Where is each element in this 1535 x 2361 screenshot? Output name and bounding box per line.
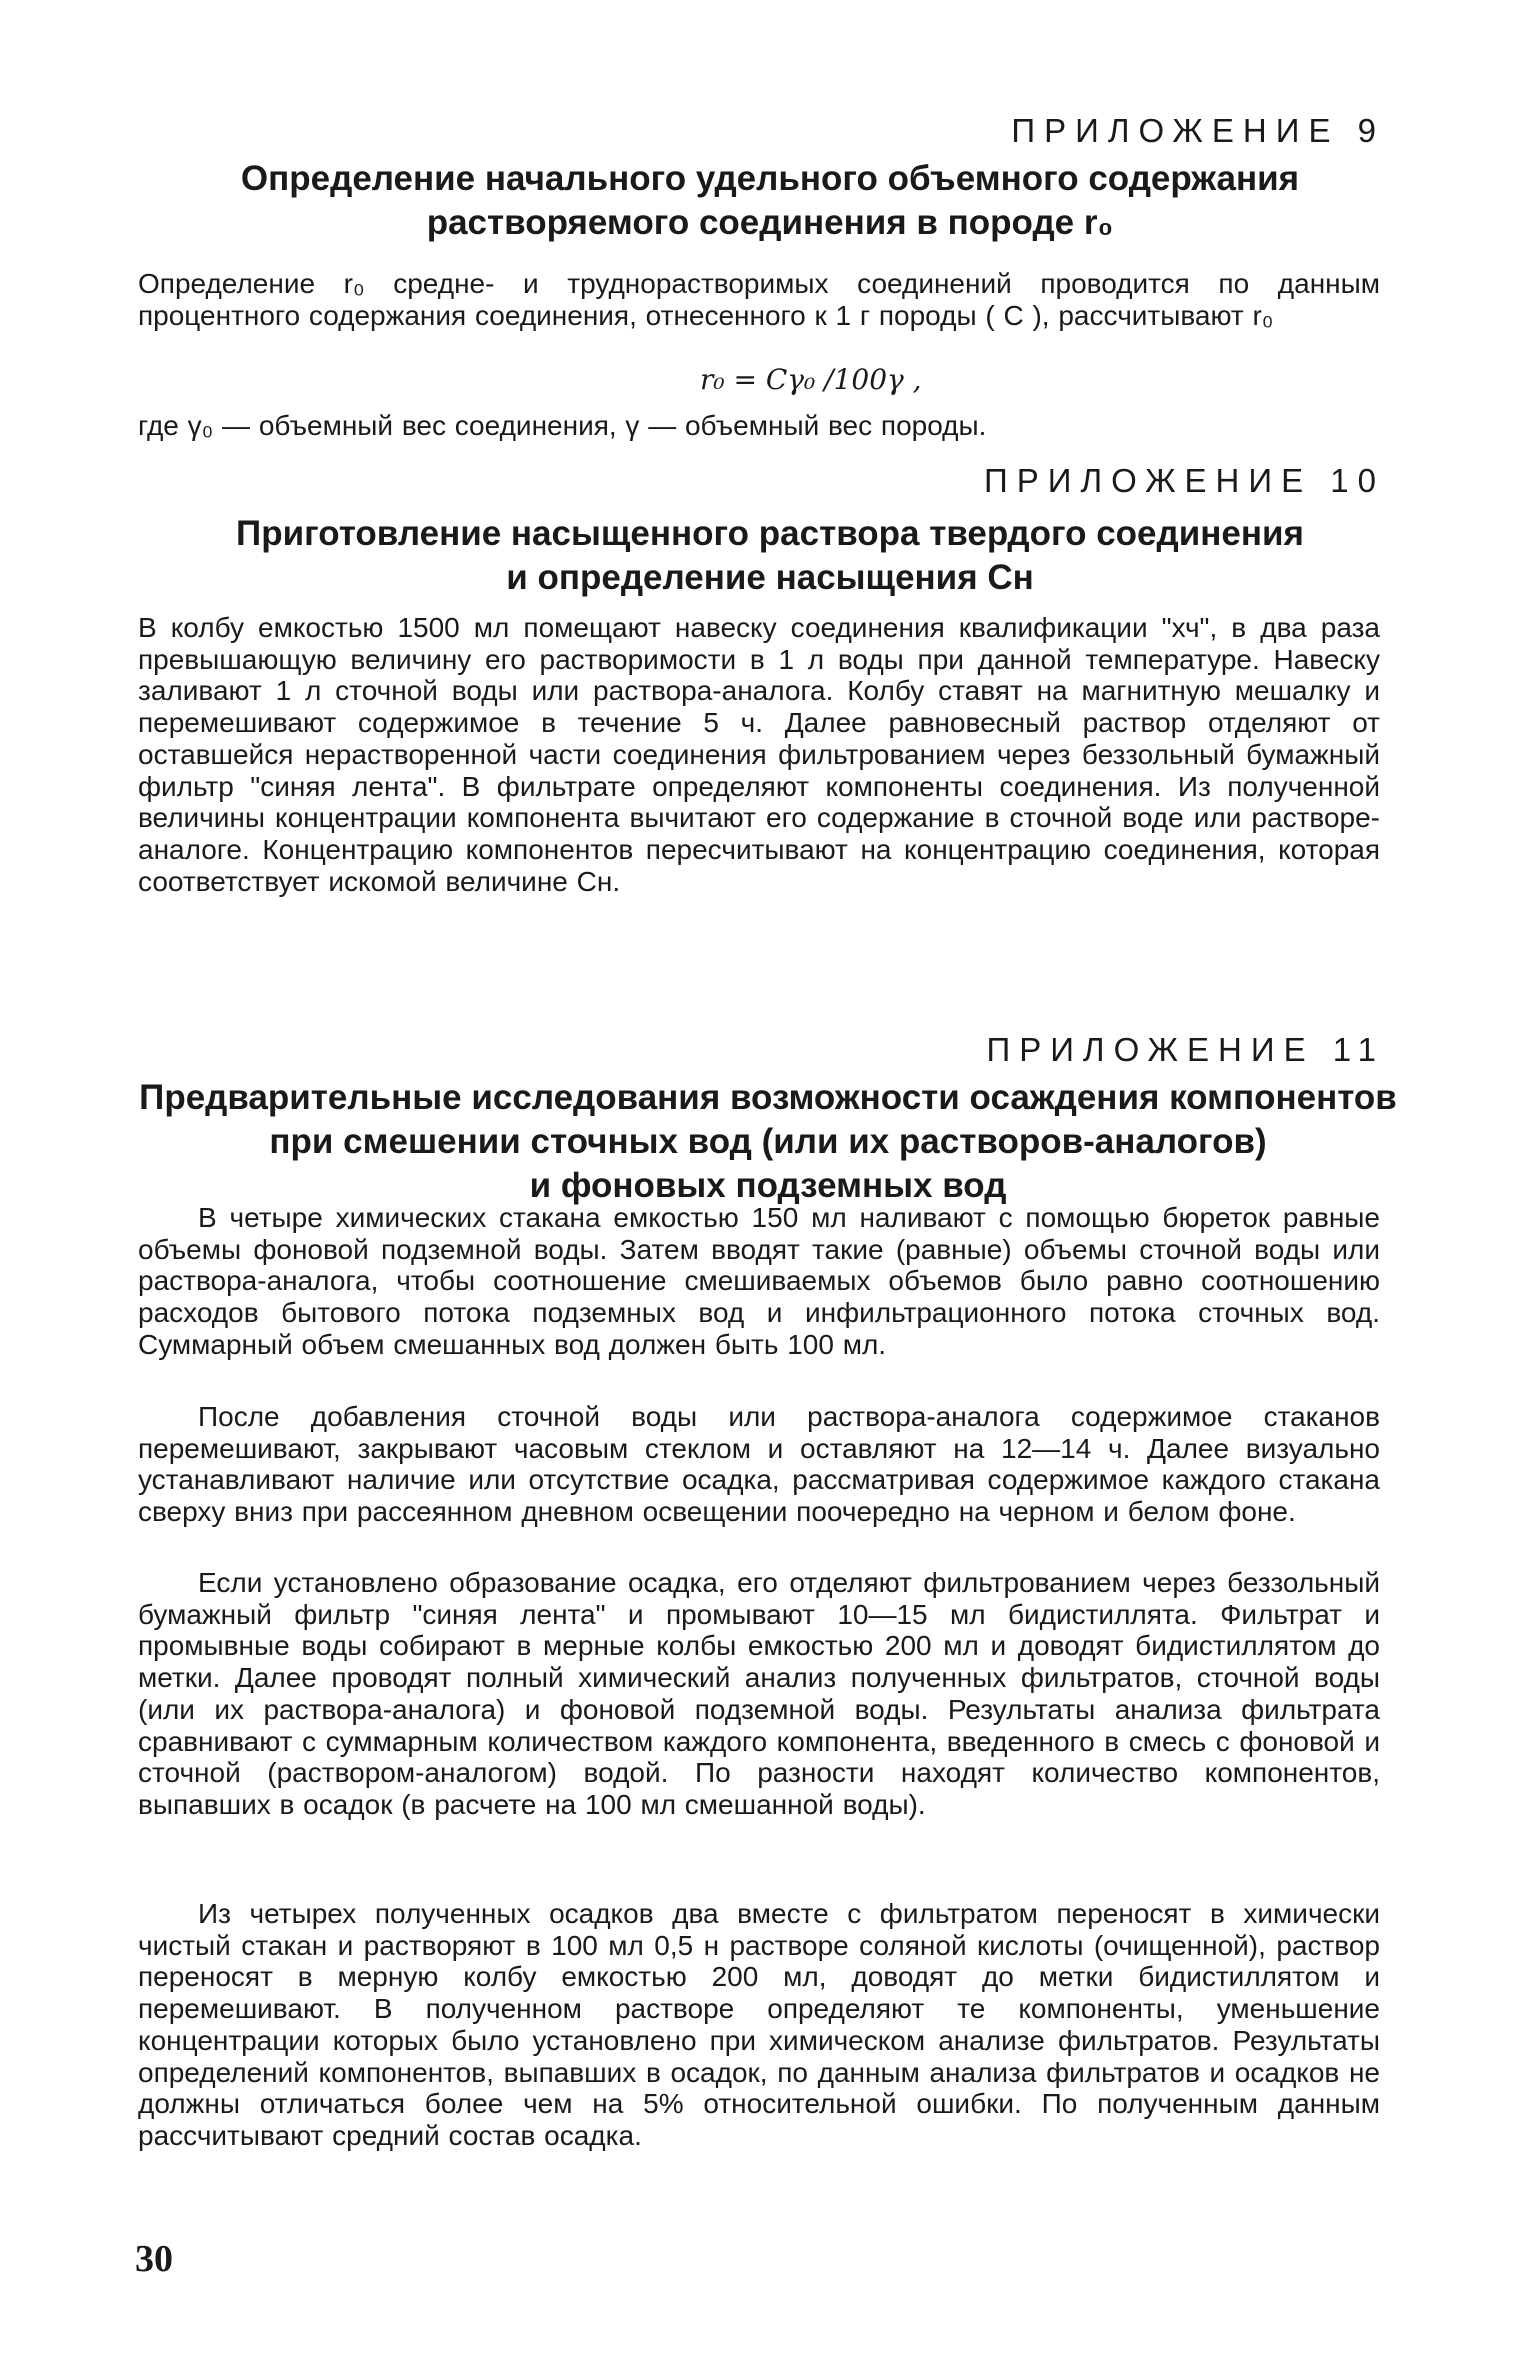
appendix-11-title-line3: и фоновых подземных вод	[529, 1166, 1007, 1205]
appendix-10-title	[150, 512, 1390, 600]
appendix-11-paragraph-2: После добавления сточной воды или раствора-аналога содержимое стаканов перемешивают, закрывают часовым стеклом и оставляют на 12—14 ч. Далее визуально устанавливают наличие или отсутствие осадка, рассматривая содержимое каждого стакана сверху вниз при рассеянном дневном освещении поочередно на черном и белом фоне.	[138, 1401, 1380, 1528]
appendix-9-formula: r₀ = Cγ₀ /100γ ,	[700, 363, 922, 396]
appendix-9-title-line2: растворяемого соединения в породе r₀	[426, 203, 1114, 242]
appendix-9-title-line1: Определение начального удельного объемного содержания	[240, 159, 1300, 198]
appendix-11-label: ПРИЛОЖЕНИЕ 11	[986, 1031, 1385, 1068]
appendix-11-paragraph-4: Из четырех полученных осадков два вместе с фильтратом переносят в химически чистый стакан и растворяют в 100 мл 0,5 н растворе соляной кислоты (очищенной), раствор переносят в мерную колбу емкостью 200 мл, доводят до метки бидистиллятом и перемешивают. В полученном растворе определяют те компоненты, уменьшение концентрации которых было установлено при химическом анализе фильтратов. Результаты определений компонентов, выпавших в осадок, по данным анализа фильтратов и осадков не должны отличаться более чем на 5% относительной ошибки. По полученным данным рассчитывают средний состав осадка.	[138, 1898, 1380, 2151]
appendix-9-paragraph: Определение r₀ средне- и труднорастворимых соединений проводится по данным процентного содержания соединения, отнесенного к 1 г породы ( C ), рассчитывают r₀	[138, 268, 1380, 331]
appendix-10-label: ПРИЛОЖЕНИЕ 10	[984, 462, 1385, 499]
appendix-11-title	[138, 1076, 1398, 1208]
appendix-11-title-line2: при смешении сточных вод (или их растворов-аналогов)	[269, 1122, 1267, 1161]
page-number: 30	[135, 2238, 173, 2280]
appendix-10-title-line2: и определение насыщения Cн	[506, 558, 1034, 597]
appendix-9-title	[150, 157, 1390, 245]
appendix-10-title-line1: Приготовление насыщенного раствора твердого соединения	[236, 514, 1304, 553]
appendix-10-paragraph: В колбу емкостью 1500 мл помещают навеску соединения квалификации "хч", в два раза превышающую величину его растворимости в 1 л воды при данной температуре. Навеску заливают 1 л сточной воды или раствора-аналога. Колбу ставят на магнитную мешалку и перемешивают содержимое в течение 5 ч. Далее равновесный раствор отделяют от оставшейся нерастворенной части соединения фильтрованием через беззольный бумажный фильтр "синяя лента". В фильтрате определяют компоненты соединения. Из полученной величины концентрации компонента вычитают его содержание в сточной воде или растворе-аналоге. Концентрацию компонентов пересчитывают на концентрацию соединения, которая соответствует искомой величине Cн.	[138, 612, 1380, 897]
appendix-11-paragraph-3: Если установлено образование осадка, его отделяют фильтрованием через беззольный бумажный фильтр "синяя лента" и промывают 10—15 мл бидистиллята. Фильтрат и промывные воды собирают в мерные колбы емкостью 200 мл и доводят бидистиллятом до метки. Далее проводят полный химический анализ полученных фильтратов, сточной воды (или их раствора-аналога) и фоновой подземной воды. Результаты анализа фильтрата сравнивают с суммарным количеством каждого компонента, введенного в смесь с фоновой и сточной (раствором-аналогом) водой. По разности находят количество компонентов, выпавших в осадок (в расчете на 100 мл смешанной воды).	[138, 1567, 1380, 1820]
appendix-11-title-line1: Предварительные исследования возможности осаждения компонентов	[139, 1078, 1397, 1117]
appendix-9-where: где γ₀ — объемный вес соединения, γ — объемный вес породы.	[138, 410, 987, 441]
appendix-9-label: ПРИЛОЖЕНИЕ 9	[1011, 112, 1385, 149]
appendix-11-paragraph-1: В четыре химических стакана емкостью 150 мл наливают с помощью бюреток равные объемы фоновой подземной воды. Затем вводят такие (равные) объемы сточной воды или раствора-аналога, чтобы соотношение смешиваемых объемов было равно соотношению расходов бытового потока подземных вод и инфильтрационного потока сточных вод. Суммарный объем смешанных вод должен быть 100 мл.	[138, 1202, 1380, 1360]
